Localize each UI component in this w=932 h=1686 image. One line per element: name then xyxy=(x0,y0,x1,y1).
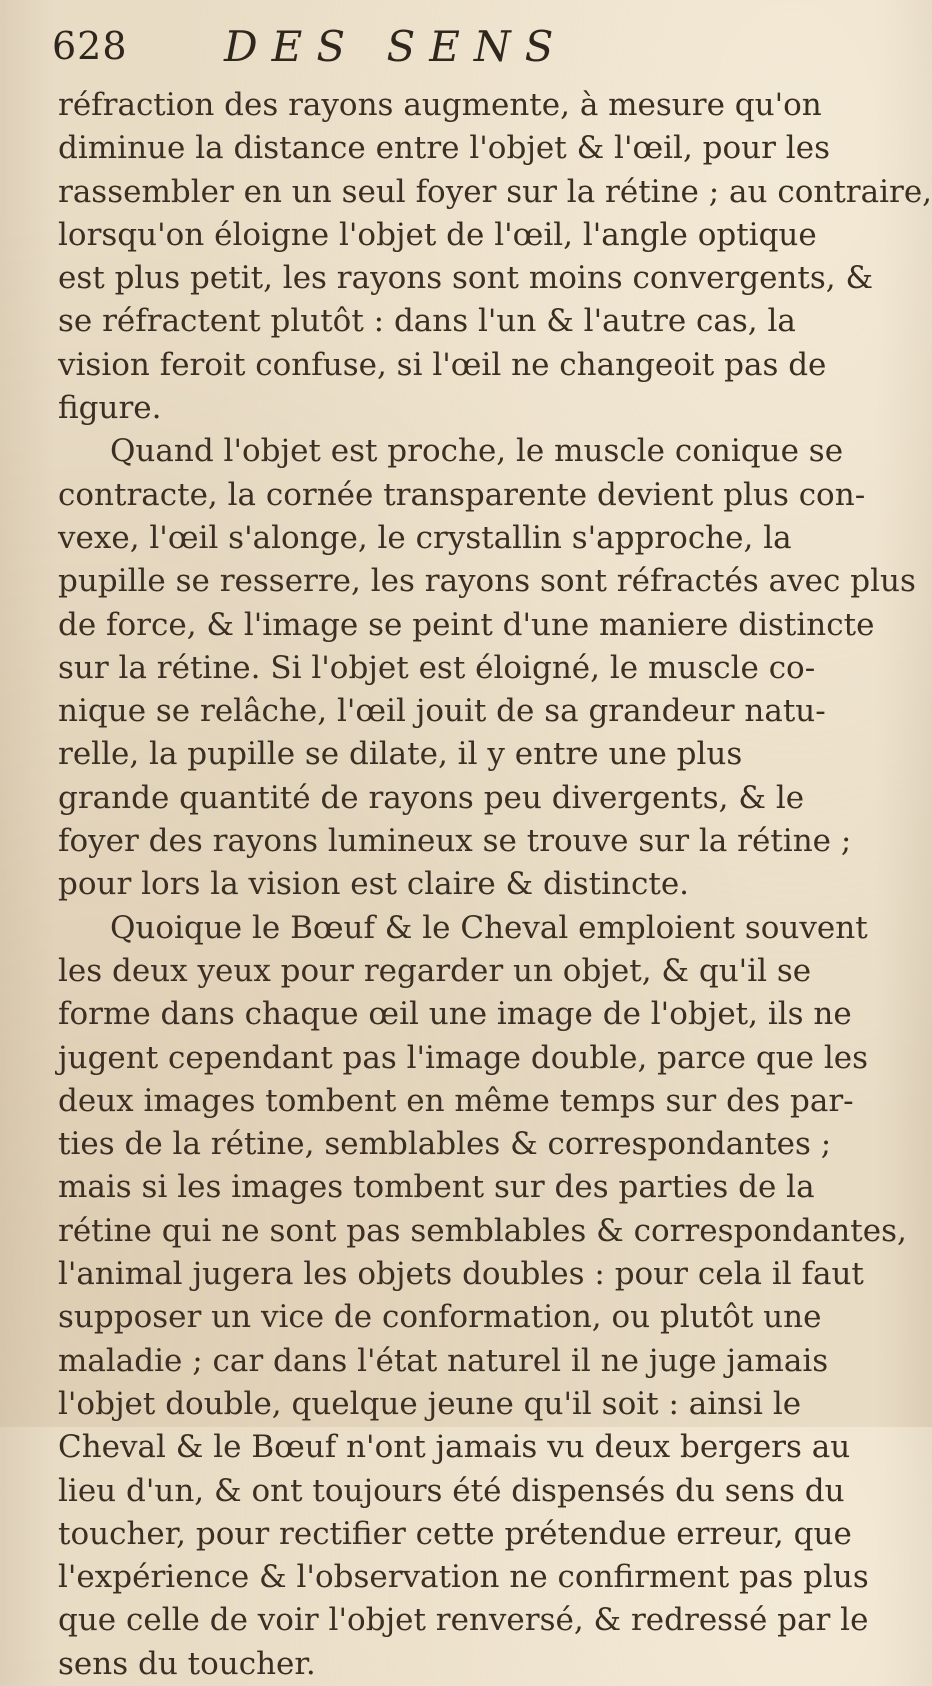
text-line: sur la rétine. Si l'objet est éloigné, le muscle co- xyxy=(58,649,816,686)
text-line: de force, & l'image se peint d'une maniere distincte xyxy=(58,606,875,643)
text-line: maladie ; car dans l'état naturel il ne juge jamais xyxy=(58,1342,829,1379)
text-line: ties de la rétine, semblables & correspondantes ; xyxy=(58,1126,832,1163)
text-line: deux images tombent en même temps sur des par- xyxy=(58,1082,854,1119)
page-number: 628 xyxy=(52,24,128,68)
text-line: l'expérience & l'observation ne confirment pas plus xyxy=(58,1559,869,1596)
text-line: supposer un vice de conformation, ou plutôt une xyxy=(58,1299,822,1336)
text-line: pour lors la vision est claire & distincte. xyxy=(58,866,690,903)
text-line: l'animal jugera les objets doubles : pour cela il faut xyxy=(58,1256,864,1293)
text-line: diminue la distance entre l'objet & l'œil, pour les xyxy=(58,130,830,167)
text-line: Cheval & le Bœuf n'ont jamais vu deux bergers au xyxy=(58,1429,851,1466)
text-line: forme dans chaque œil une image de l'objet, ils ne xyxy=(58,996,852,1033)
page-header xyxy=(52,22,752,78)
text-line: sens du toucher. xyxy=(58,1645,316,1682)
text-line: toucher, pour rectifier cette prétendue erreur, que xyxy=(58,1515,852,1552)
text-line: rassembler en un seul foyer sur la rétine ; au contraire, xyxy=(58,173,932,210)
text-line: foyer des rayons lumineux se trouve sur la rétine ; xyxy=(58,823,852,860)
text-line: mais si les images tombent sur des parties de la xyxy=(58,1169,815,1206)
text-line: réfraction des rayons augmente, à mesure qu'on xyxy=(58,87,822,123)
text-line: vision feroit confuse, si l'œil ne changeoit pas de xyxy=(58,346,827,383)
text-line: rétine qui ne sont pas semblables & correspondantes, xyxy=(58,1212,907,1249)
text-line: l'objet double, quelque jeune qu'il soit : ainsi le xyxy=(58,1385,802,1422)
text-line: lieu d'un, & ont toujours été dispensés du sens du xyxy=(58,1472,845,1509)
text-line: jugent cependant pas l'image double, parce que les xyxy=(58,1039,869,1076)
text-line: pupille se resserre, les rayons sont réfractés avec plus xyxy=(58,563,916,600)
text-line: que celle de voir l'objet renversé, & redressé par le xyxy=(58,1602,869,1639)
body-text xyxy=(58,84,932,1686)
text-line: contracte, la cornée transparente devient plus con- xyxy=(58,476,866,513)
text-line: les deux yeux pour regarder un objet, & qu'il se xyxy=(58,952,812,989)
text-line: vexe, l'œil s'alonge, le crystallin s'approche, la xyxy=(58,519,792,556)
paragraph-start: Quand l'objet est proche, le muscle conique se xyxy=(110,433,844,470)
text-line: est plus petit, les rayons sont moins convergents, & xyxy=(58,260,874,297)
text-line: relle, la pupille se dilate, il y entre une plus xyxy=(58,736,743,773)
text-line: nique se relâche, l'œil jouit de sa grandeur natu- xyxy=(58,693,826,730)
paragraph-start: Quoique le Bœuf & le Cheval emploient souvent xyxy=(110,909,868,946)
text-line: lorsqu'on éloigne l'objet de l'œil, l'angle optique xyxy=(58,216,817,253)
running-head: DES SENS xyxy=(224,22,568,71)
text-line: figure. xyxy=(58,390,162,427)
text-line: se réfractent plutôt : dans l'un & l'autre cas, la xyxy=(58,303,796,340)
text-line: grande quantité de rayons peu divergents, & le xyxy=(58,779,805,816)
